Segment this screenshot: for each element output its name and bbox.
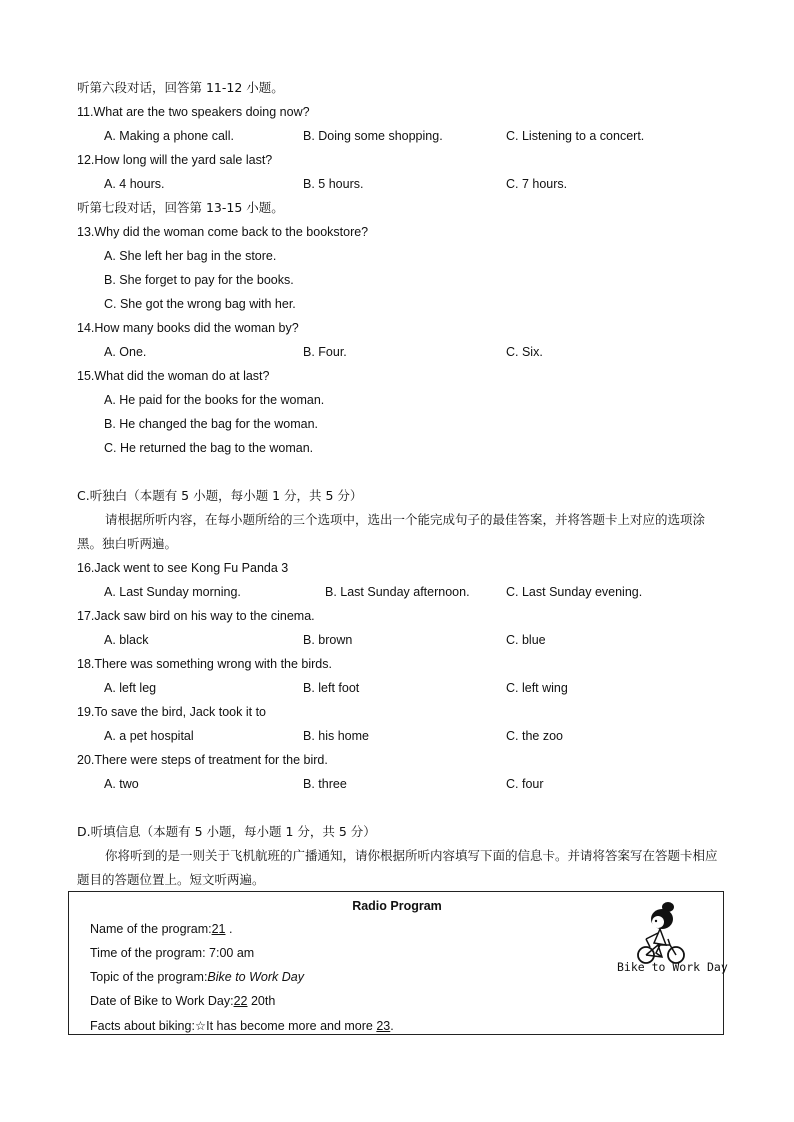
option-a: A. black <box>104 633 149 647</box>
question-stem: 13.Why did the woman come back to the bookstore? <box>77 225 369 239</box>
option-a: A. 4 hours. <box>104 177 165 191</box>
option-b: B. his home <box>303 729 370 743</box>
question-stem: 19.To save the bird, Jack took it to <box>77 705 266 719</box>
part-c-title: C.听独白（本题有 5 小题，每小题 1 分，共 5 分） <box>77 488 363 503</box>
option-b: B. brown <box>303 633 353 647</box>
blank-23: 23 <box>376 1019 391 1033</box>
part-d-instructions: 你将听到的是一则关于飞机航班的广播通知，请你根据所听内容填写下面的信息卡。并请将答案写在答题卡相应题目的答题位置上。短文听两遍。 <box>77 848 718 887</box>
field-label: Topic of the program: <box>90 970 208 984</box>
program-time-line <box>90 946 254 960</box>
option-a: A. Making a phone call. <box>104 129 234 143</box>
option-c: C. blue <box>506 633 546 647</box>
option-c: C. 7 hours. <box>506 177 568 191</box>
topic-value: Bike to Work Day <box>207 970 304 984</box>
program-date-line <box>90 994 275 1008</box>
option-b: B. three <box>303 777 347 791</box>
field-tail: 20th <box>247 994 276 1008</box>
program-name-line <box>90 922 232 936</box>
option-b: B. She forget to pay for the books. <box>104 273 294 287</box>
field-label: Name of the program: <box>90 922 212 936</box>
question-stem: 14.How many books did the woman by? <box>77 321 299 335</box>
option-c: C. the zoo <box>506 729 563 743</box>
part-c-instructions: 请根据所听内容，在每小题所给的三个选项中，选出一个能完成句子的最佳答案，并将答题卡上对应的选项涂黑。独白听两遍。 <box>77 512 706 551</box>
question-stem: 16.Jack went to see Kong Fu Panda 3 <box>77 561 289 575</box>
option-c: C. four <box>506 777 544 791</box>
field-label: Facts about biking:☆It has become more and more <box>90 1019 377 1033</box>
question-stem: 18.There was something wrong with the birds. <box>77 657 332 671</box>
question-stem: 11.What are the two speakers doing now? <box>77 105 310 119</box>
option-b: B. Last Sunday afternoon. <box>325 585 470 599</box>
option-b: B. Four. <box>303 345 347 359</box>
question-stem: 17.Jack saw bird on his way to the cinema. <box>77 609 315 623</box>
option-b: B. He changed the bag for the woman. <box>104 417 319 431</box>
option-c: C. Last Sunday evening. <box>506 585 643 599</box>
program-topic-line <box>90 970 304 984</box>
option-b: B. 5 hours. <box>303 177 364 191</box>
section-6-header: 听第六段对话，回答第 11-12 小题。 <box>77 80 284 95</box>
option-a: A. a pet hospital <box>104 729 194 743</box>
logo-text: Bike to Work Day <box>617 960 728 974</box>
field-label: Date of Bike to Work Day: <box>90 994 234 1008</box>
option-a: A. One. <box>104 345 147 359</box>
option-c: C. Listening to a concert. <box>506 129 645 143</box>
option-a: A. He paid for the books for the woman. <box>104 393 325 407</box>
option-a: A. She left her bag in the store. <box>104 249 277 263</box>
info-card-title: Radio Program <box>352 899 442 913</box>
part-d-title: D.听填信息（本题有 5 小题，每小题 1 分，共 5 分） <box>77 824 376 839</box>
question-stem: 15.What did the woman do at last? <box>77 369 270 383</box>
option-c: C. He returned the bag to the woman. <box>104 441 314 455</box>
field-tail: . <box>225 922 233 936</box>
info-card <box>68 891 728 1035</box>
option-c: C. She got the wrong bag with her. <box>104 297 296 311</box>
section-7-header: 听第七段对话，回答第 13-15 小题。 <box>77 200 284 215</box>
option-a: A. two <box>104 777 139 791</box>
field-label: Time of the program: 7:00 am <box>90 946 255 960</box>
option-c: C. left wing <box>506 681 568 695</box>
option-a: A. Last Sunday morning. <box>104 585 241 599</box>
blank-21: 21 <box>211 922 226 936</box>
field-tail: . <box>390 1019 394 1033</box>
question-stem: 20.There were steps of treatment for the bird. <box>77 753 328 767</box>
option-b: B. left foot <box>303 681 360 695</box>
option-b: B. Doing some shopping. <box>303 129 443 143</box>
option-c: C. Six. <box>506 345 543 359</box>
blank-22: 22 <box>233 994 248 1008</box>
question-stem: 12.How long will the yard sale last? <box>77 153 273 167</box>
option-a: A. left leg <box>104 681 157 695</box>
facts-line <box>90 1018 394 1033</box>
